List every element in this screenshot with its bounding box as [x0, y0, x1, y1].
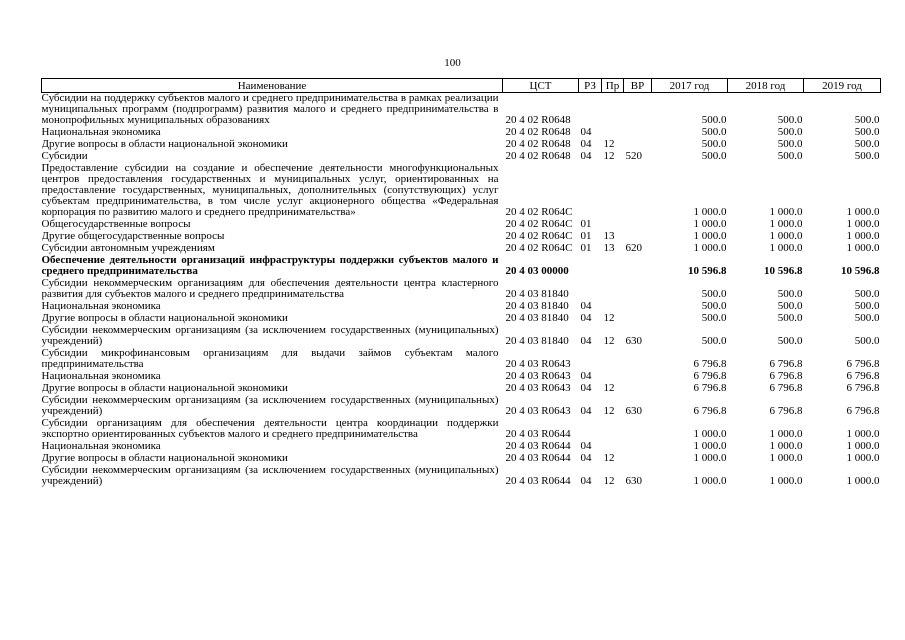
- row-amount-2018: 6 796.8: [769, 371, 803, 382]
- header-name: Наименование: [42, 79, 503, 93]
- row-amount-2018: 1 000.0: [769, 206, 803, 218]
- row-pr-code: [602, 418, 624, 441]
- row-amount-2019: 1 000.0: [846, 219, 880, 230]
- row-pr-code: 12: [603, 139, 615, 150]
- row-pr-code: [602, 301, 624, 313]
- row-csr-code: 20 4 02 R064C: [505, 231, 573, 242]
- row-amount-2018: 10 596.8: [764, 265, 803, 277]
- row-amount-2018: 500.0: [777, 335, 803, 347]
- row-amount-2018: 500.0: [777, 139, 803, 150]
- row-amount-2018: 1 000.0: [769, 475, 803, 487]
- row-csr-code: 20 4 03 R0643: [505, 383, 571, 394]
- row-name: Другие вопросы в области национальной экономики: [41, 453, 288, 464]
- row-amount-2017: 1 000.0: [693, 453, 727, 464]
- row-amount-2017: 6 796.8: [693, 358, 727, 370]
- page-number: 100: [444, 57, 461, 69]
- row-amount-2017: 500.0: [701, 127, 727, 138]
- table-row: [42, 465, 881, 488]
- table-row: [42, 163, 881, 219]
- row-vr-code: [624, 301, 652, 313]
- row-rz-code: 04: [580, 405, 592, 417]
- row-csr-code: 20 4 02 R0648: [505, 114, 571, 126]
- row-vr-code: 630: [625, 475, 642, 487]
- budget-table: [41, 78, 881, 488]
- row-name: Субсидии автономным учреждениям: [41, 243, 215, 254]
- row-rz-code: 04: [580, 371, 592, 382]
- row-amount-2017: 6 796.8: [693, 405, 727, 417]
- table-row: [42, 93, 881, 128]
- header-rz: РЗ: [579, 79, 602, 93]
- row-csr-code: 20 4 03 R0644: [505, 441, 571, 452]
- row-pr-code: 12: [603, 405, 615, 417]
- row-csr-code: 20 4 03 R0643: [505, 358, 571, 370]
- row-vr-code: 630: [625, 405, 642, 417]
- row-amount-2019: 6 796.8: [846, 383, 880, 394]
- row-pr-code: 12: [603, 151, 615, 162]
- row-vr-code: 520: [625, 151, 642, 162]
- row-name: Субсидии: [41, 151, 88, 162]
- row-amount-2017: 1 000.0: [693, 475, 727, 487]
- row-pr-code: [602, 278, 624, 301]
- row-pr-code: 12: [603, 383, 615, 394]
- header-vr: ВР: [624, 79, 652, 93]
- row-amount-2017: 1 000.0: [693, 206, 727, 218]
- row-csr-code: 20 4 02 R0648: [505, 139, 571, 150]
- row-amount-2018: 6 796.8: [769, 405, 803, 417]
- row-csr-code: 20 4 03 00000: [505, 265, 569, 277]
- row-amount-2019: 6 796.8: [846, 371, 880, 382]
- row-rz-code: [579, 418, 602, 441]
- row-amount-2019: 500.0: [854, 288, 880, 300]
- header-2019: 2019 год: [804, 79, 881, 93]
- row-name: Национальная экономика: [41, 301, 161, 312]
- row-rz-code: 04: [580, 313, 592, 324]
- row-rz-code: [579, 278, 602, 301]
- row-amount-2017: 500.0: [701, 114, 727, 126]
- row-amount-2018: 1 000.0: [769, 231, 803, 242]
- row-csr-code: 20 4 02 R0648: [505, 127, 571, 138]
- row-pr-code: 12: [603, 453, 615, 464]
- row-amount-2018: 500.0: [777, 313, 803, 324]
- row-amount-2018: 500.0: [777, 288, 803, 300]
- row-amount-2017: 1 000.0: [693, 231, 727, 242]
- row-amount-2019: 500.0: [854, 313, 880, 324]
- row-vr-code: 630: [625, 335, 642, 347]
- row-amount-2017: 500.0: [701, 301, 727, 312]
- row-name: Предоставление субсидии на создание и обеспечение деятельности многофункциональных центров предоставления государственных и муниципальных услуг, ориентированных на предоставление государственных, муниципальных, дополнительных (сопутствующих) услуг субъектам предпринимательства, в том числе услуг акционерного общества «Федеральная корпорация по развитию малого и среднего предпринимательства»: [41, 163, 499, 218]
- row-amount-2018: 1 000.0: [769, 428, 803, 440]
- row-vr-code: [624, 163, 652, 219]
- row-pr-code: 13: [603, 231, 615, 242]
- row-amount-2018: 6 796.8: [769, 358, 803, 370]
- row-rz-code: 04: [580, 453, 592, 464]
- row-csr-code: 20 4 03 81840: [505, 288, 569, 300]
- header-2017: 2017 год: [652, 79, 728, 93]
- row-csr-code: 20 4 03 R0643: [505, 371, 571, 382]
- row-amount-2019: 1 000.0: [846, 206, 880, 218]
- row-csr-code: 20 4 02 R0648: [505, 151, 571, 162]
- row-amount-2017: 1 000.0: [693, 428, 727, 440]
- row-amount-2019: 1 000.0: [846, 428, 880, 440]
- row-name: Национальная экономика: [41, 441, 161, 452]
- row-vr-code: [624, 219, 652, 231]
- table-row: [42, 151, 881, 163]
- row-amount-2017: 500.0: [701, 335, 727, 347]
- row-amount-2019: 500.0: [854, 301, 880, 312]
- row-vr-code: [624, 383, 652, 395]
- row-amount-2019: 500.0: [854, 114, 880, 126]
- row-amount-2018: 500.0: [777, 151, 803, 162]
- row-vr-code: [624, 371, 652, 383]
- row-csr-code: 20 4 03 R0644: [505, 428, 571, 440]
- row-name: Субсидии некоммерческим организациям для обеспечения деятельности центра кластерного развития для субъектов малого и среднего предпринимательства: [41, 278, 499, 300]
- row-pr-code: 12: [603, 475, 615, 487]
- row-amount-2017: 10 596.8: [688, 265, 727, 277]
- table-row: [42, 313, 881, 325]
- table-row: [42, 348, 881, 371]
- row-amount-2019: 500.0: [854, 127, 880, 138]
- row-pr-code: [602, 163, 624, 219]
- table-row: [42, 278, 881, 301]
- row-amount-2019: 1 000.0: [846, 475, 880, 487]
- row-rz-code: 04: [580, 441, 592, 452]
- row-csr-code: 20 4 03 R0644: [505, 453, 571, 464]
- row-name: Другие вопросы в области национальной экономики: [41, 383, 288, 394]
- table-row: [42, 441, 881, 453]
- row-amount-2018: 6 796.8: [769, 383, 803, 394]
- row-rz-code: 04: [580, 475, 592, 487]
- header-csr: ЦСТ: [503, 79, 579, 93]
- table-row: [42, 127, 881, 139]
- row-amount-2017: 1 000.0: [693, 243, 727, 254]
- header-row: [42, 79, 881, 93]
- row-name: Национальная экономика: [41, 127, 161, 138]
- row-amount-2018: 1 000.0: [769, 219, 803, 230]
- row-pr-code: [602, 371, 624, 383]
- row-amount-2019: 1 000.0: [846, 441, 880, 452]
- row-pr-code: [602, 127, 624, 139]
- row-amount-2017: 6 796.8: [693, 371, 727, 382]
- row-amount-2018: 500.0: [777, 114, 803, 126]
- row-amount-2019: 500.0: [854, 335, 880, 347]
- table-body: [42, 93, 881, 489]
- row-rz-code: 01: [580, 243, 592, 254]
- row-vr-code: [624, 139, 652, 151]
- row-name: Национальная экономика: [41, 371, 161, 382]
- row-rz-code: 04: [580, 151, 592, 162]
- row-vr-code: [624, 313, 652, 325]
- row-csr-code: 20 4 02 R064C: [505, 243, 573, 254]
- row-vr-code: 620: [625, 243, 642, 254]
- row-amount-2017: 500.0: [701, 151, 727, 162]
- row-amount-2017: 500.0: [701, 139, 727, 150]
- row-rz-code: [579, 93, 602, 128]
- row-amount-2018: 500.0: [777, 127, 803, 138]
- row-amount-2019: 500.0: [854, 139, 880, 150]
- row-name: Субсидии на поддержку субъектов малого и среднего предпринимательства в рамках реализации муниципальных программ (подпрограмм) развития малого и среднего предпринимательства в монопрофильных муниципальных образованиях: [41, 92, 499, 126]
- row-csr-code: 20 4 02 R064C: [505, 219, 573, 230]
- row-pr-code: 12: [603, 335, 615, 347]
- row-rz-code: [579, 255, 602, 278]
- row-pr-code: 13: [603, 243, 615, 254]
- row-name: Субсидии организациям для обеспечения деятельности центра координации поддержки экспортно ориентированных субъектов малого и среднего предпринимательства: [41, 418, 499, 440]
- row-amount-2019: 1 000.0: [846, 453, 880, 464]
- row-amount-2017: 1 000.0: [693, 219, 727, 230]
- row-csr-code: 20 4 02 R064C: [505, 206, 573, 218]
- row-csr-code: 20 4 03 81840: [505, 301, 569, 312]
- row-name: Другие общегосударственные вопросы: [41, 231, 225, 242]
- row-csr-code: 20 4 03 R0643: [505, 405, 571, 417]
- table-row: [42, 219, 881, 231]
- row-rz-code: 04: [580, 139, 592, 150]
- row-name: Субсидии некоммерческим организациям (за исключением государственных (муниципальных) учреждений): [41, 325, 499, 347]
- row-vr-code: [624, 93, 652, 128]
- table-row: [42, 301, 881, 313]
- row-amount-2017: 500.0: [701, 288, 727, 300]
- header-2018: 2018 год: [728, 79, 804, 93]
- row-pr-code: [602, 219, 624, 231]
- row-name: Обеспечение деятельности организаций инфраструктуры поддержки субъектов малого и среднего предпринимательства: [41, 255, 499, 277]
- row-pr-code: [602, 93, 624, 128]
- table-row: [42, 255, 881, 278]
- row-amount-2018: 1 000.0: [769, 243, 803, 254]
- row-rz-code: 01: [580, 219, 592, 230]
- row-csr-code: 20 4 03 81840: [505, 335, 569, 347]
- table-row: [42, 418, 881, 441]
- table-row: [42, 139, 881, 151]
- row-amount-2017: 1 000.0: [693, 441, 727, 452]
- row-vr-code: [624, 453, 652, 465]
- row-name: Другие вопросы в области национальной экономики: [41, 139, 288, 150]
- row-vr-code: [624, 255, 652, 278]
- row-pr-code: [602, 348, 624, 371]
- row-csr-code: 20 4 03 81840: [505, 313, 569, 324]
- table-row: [42, 383, 881, 395]
- row-amount-2019: 500.0: [854, 151, 880, 162]
- table-row: [42, 243, 881, 255]
- table-row: [42, 395, 881, 418]
- row-pr-code: [602, 441, 624, 453]
- header-pr: Пр: [602, 79, 624, 93]
- row-vr-code: [624, 348, 652, 371]
- table-row: [42, 453, 881, 465]
- row-pr-code: 12: [603, 313, 615, 324]
- row-name: Субсидии микрофинансовым организациям для выдачи займов субъектам малого предпринимательства: [41, 348, 499, 370]
- row-vr-code: [624, 231, 652, 243]
- row-amount-2018: 1 000.0: [769, 441, 803, 452]
- row-amount-2017: 6 796.8: [693, 383, 727, 394]
- row-vr-code: [624, 278, 652, 301]
- row-rz-code: 01: [580, 231, 592, 242]
- row-name: Субсидии некоммерческим организациям (за исключением государственных (муниципальных) учреждений): [41, 395, 499, 417]
- row-vr-code: [624, 127, 652, 139]
- row-amount-2019: 6 796.8: [846, 405, 880, 417]
- row-csr-code: 20 4 03 R0644: [505, 475, 571, 487]
- table-row: [42, 371, 881, 383]
- row-rz-code: 04: [580, 383, 592, 394]
- row-amount-2019: 10 596.8: [841, 265, 880, 277]
- row-rz-code: [579, 348, 602, 371]
- row-amount-2018: 500.0: [777, 301, 803, 312]
- row-vr-code: [624, 441, 652, 453]
- row-amount-2019: 1 000.0: [846, 243, 880, 254]
- table-row: [42, 231, 881, 243]
- row-vr-code: [624, 418, 652, 441]
- row-rz-code: [579, 163, 602, 219]
- row-rz-code: 04: [580, 301, 592, 312]
- row-rz-code: 04: [580, 127, 592, 138]
- row-amount-2019: 1 000.0: [846, 231, 880, 242]
- row-name: Другие вопросы в области национальной экономики: [41, 313, 288, 324]
- row-name: Общегосударственные вопросы: [41, 219, 191, 230]
- row-name: Субсидии некоммерческим организациям (за исключением государственных (муниципальных) учреждений): [41, 465, 499, 487]
- row-amount-2017: 500.0: [701, 313, 727, 324]
- row-pr-code: [602, 255, 624, 278]
- row-amount-2018: 1 000.0: [769, 453, 803, 464]
- row-amount-2019: 6 796.8: [846, 358, 880, 370]
- row-rz-code: 04: [580, 335, 592, 347]
- table-row: [42, 325, 881, 348]
